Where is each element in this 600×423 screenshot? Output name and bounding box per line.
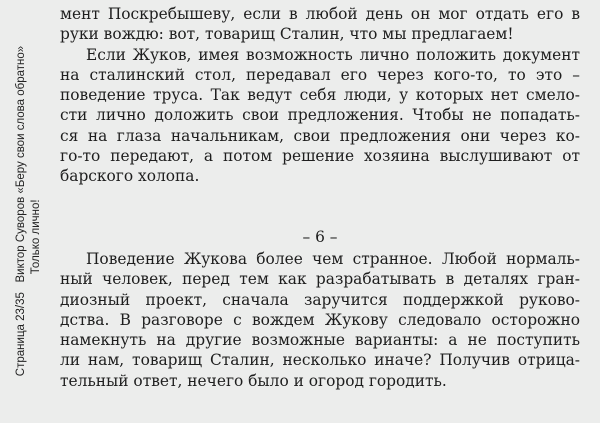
text-line: ся на глаза начальникам, свои предложения они через ко- <box>60 126 580 145</box>
text-line: го-то передают, а потом решение хозяина выслушивают от <box>60 147 580 166</box>
paragraph-2 <box>60 45 580 187</box>
text-line: барского холопа. <box>60 167 200 186</box>
text-line: намекнуть на другие возможные варианты: а не поступить <box>60 331 580 350</box>
text-line: диозный проект, сначала заручится поддержкой руково- <box>60 290 580 309</box>
document-body <box>60 4 580 391</box>
sidebar-text <box>14 46 44 376</box>
page-sidebar <box>0 0 58 423</box>
text-line: руки вождю: вот, товарищ Сталин, что мы предлагаем! <box>60 25 514 44</box>
text-line: ли нам, товарищ Сталин, несколько иначе? Получив отрица- <box>60 351 580 370</box>
section-number: – 6 – <box>302 227 338 246</box>
text-line: ный человек, перед тем как разрабатывать в деталях гран- <box>60 270 580 289</box>
paragraph-3 <box>60 249 580 391</box>
text-line: тельный ответ, нечего было и огород городить. <box>60 371 447 390</box>
text-line: на сталинский стол, передавал его через кого-то, то это – <box>60 65 580 84</box>
text-line: дства. В разговоре с вождем Жукову следовало осторожно <box>60 310 580 329</box>
book-title-line <box>14 46 29 376</box>
private-note: Только лично! <box>30 199 42 275</box>
book-title: Виктор Суворов «Беру свои слова обратно» <box>15 45 27 283</box>
page-number-label: Страница 23/35 <box>15 292 27 377</box>
text-line: поведение труса. Так ведут себя люди, у которых нет смело- <box>60 86 580 105</box>
paragraph-1 <box>60 4 580 45</box>
text-line: Поведение Жукова более чем странное. Любой нормаль- <box>86 249 580 268</box>
text-line: Если Жуков, имея возможность лично положить документ <box>86 45 580 64</box>
text-line: сти лично доложить свои предложения. Чтобы не попадать- <box>60 106 580 125</box>
text-line: мент Поскребышеву, если в любой день он мог отдать его в <box>60 5 580 23</box>
